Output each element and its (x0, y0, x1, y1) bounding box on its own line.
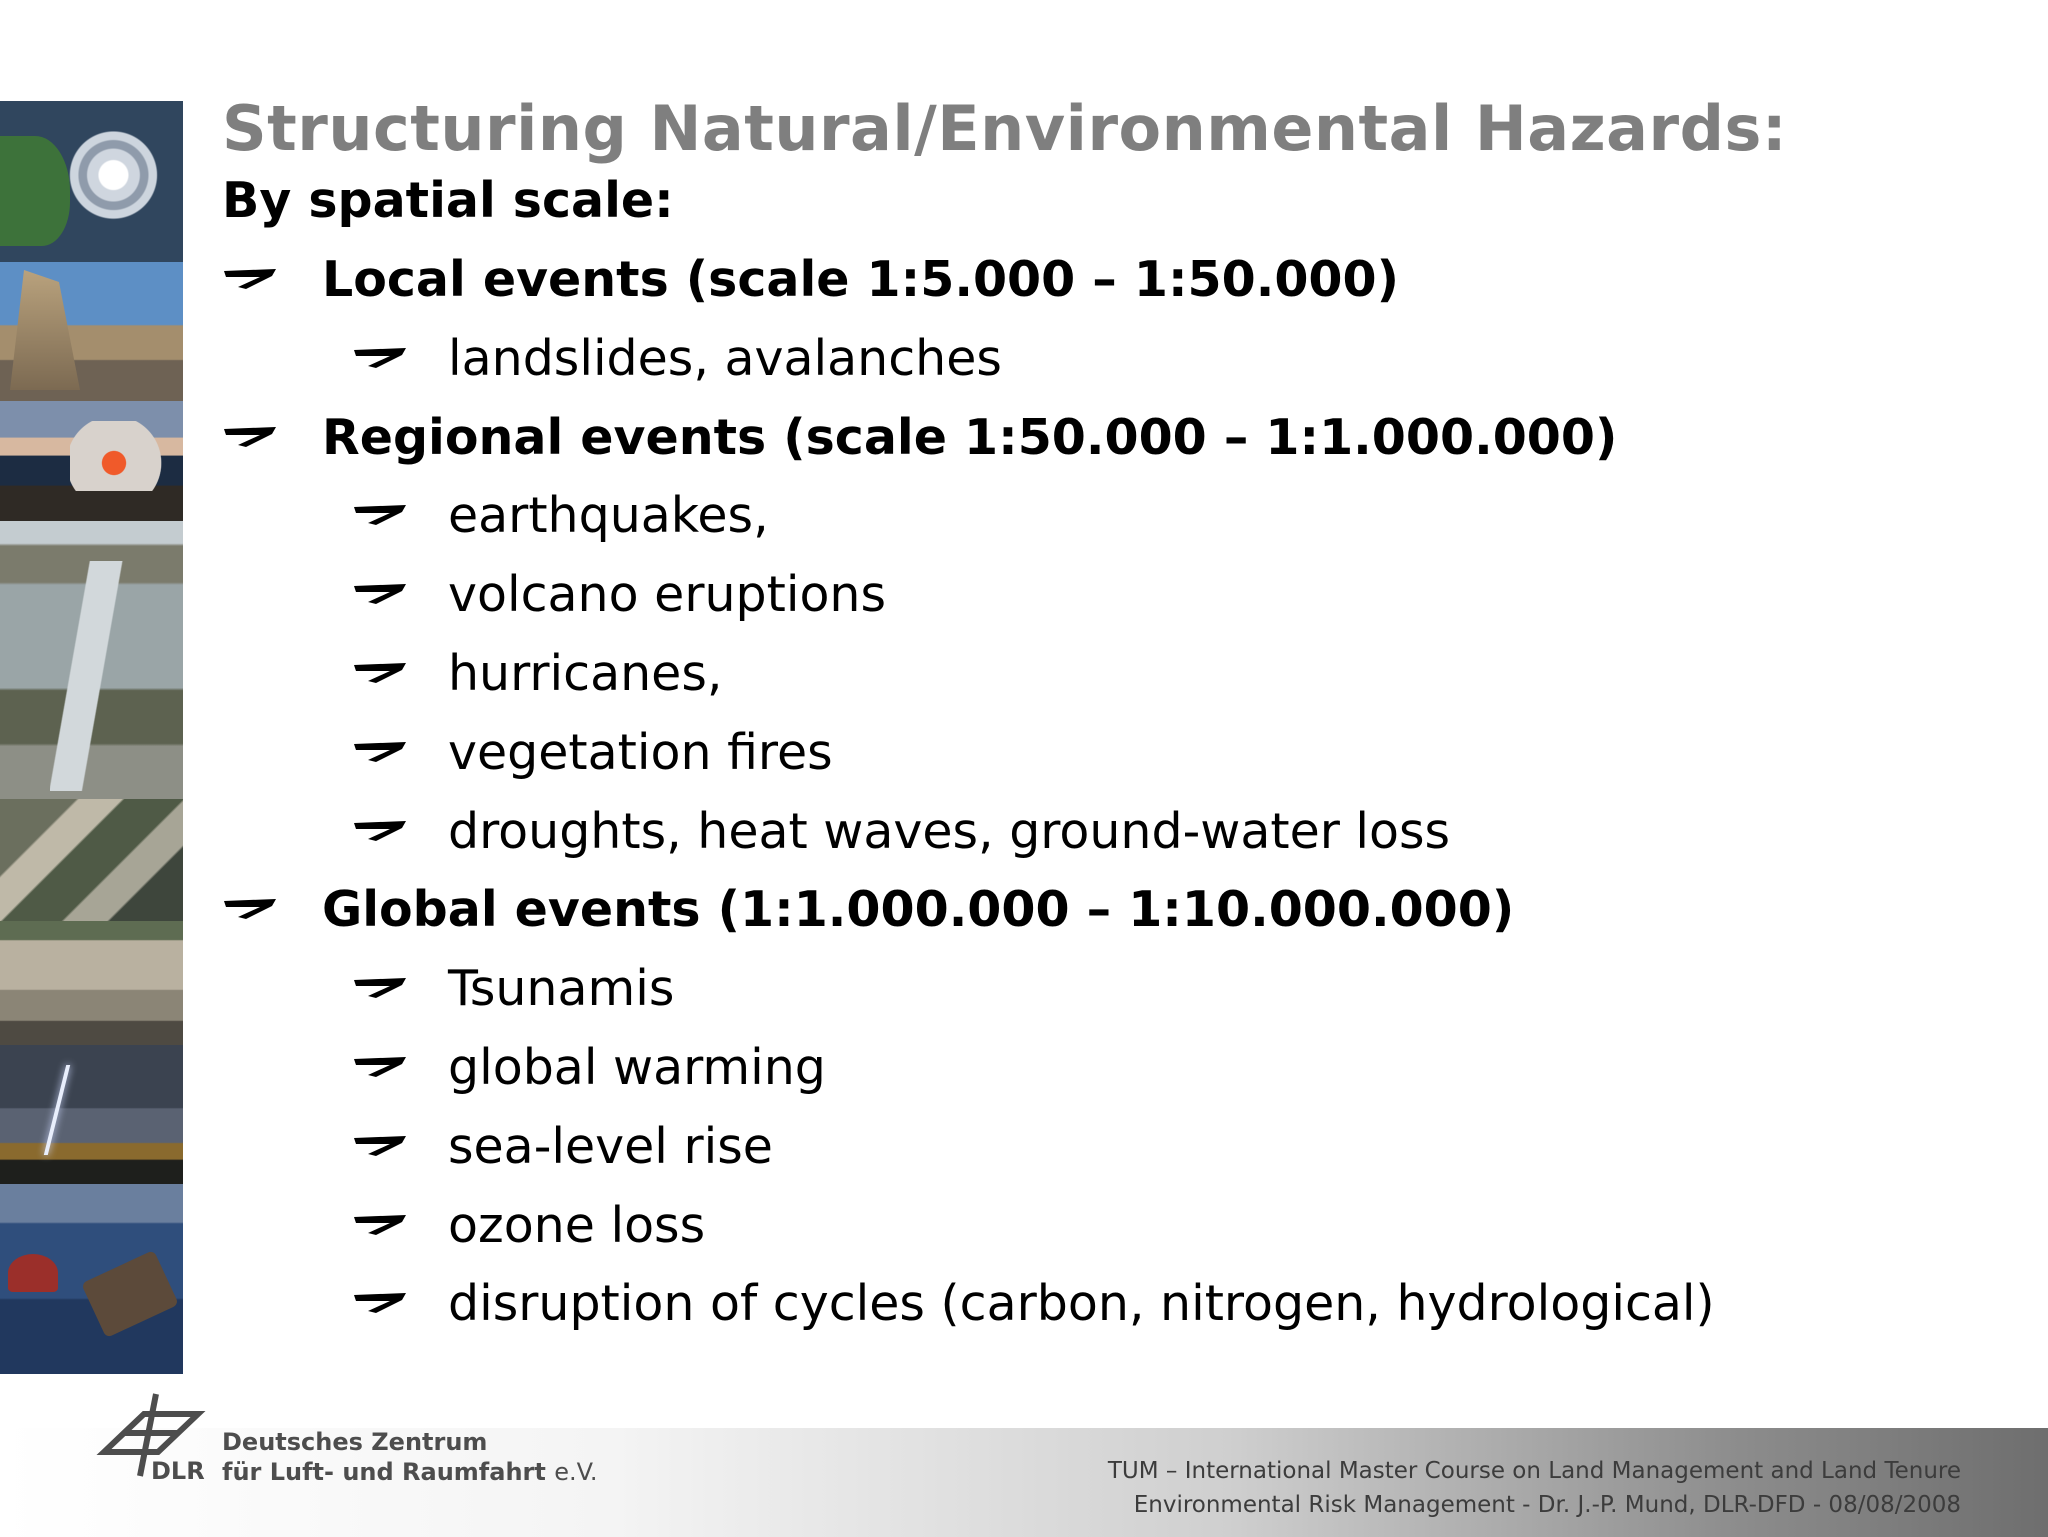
arrow-bullet-icon (352, 1134, 408, 1158)
bullet-text: ozone loss (448, 1196, 706, 1254)
volcano-eruption-photo (0, 401, 183, 521)
slide-title: Structuring Natural/Environmental Hazards: (222, 92, 1788, 165)
flood-photo (0, 521, 183, 799)
bullet-text: sea-level rise (448, 1117, 773, 1175)
arrow-bullet-icon (222, 267, 278, 291)
earthquake-ruins-photo (0, 262, 183, 401)
bullet-item-level2 (352, 797, 1450, 865)
flood-aftermath-photo (0, 921, 183, 1045)
lightning-storm-photo (0, 1045, 183, 1184)
arrow-bullet-icon (222, 425, 278, 449)
bullet-item-level2 (352, 954, 674, 1022)
sinking-ship-photo (0, 1184, 183, 1374)
arrow-bullet-icon (352, 1055, 408, 1079)
landslide-photo (0, 799, 183, 921)
bullet-text: Tsunamis (448, 959, 675, 1017)
bullet-text: Regional events (scale 1:50.000 – 1:1.000.000) (322, 408, 1618, 466)
organization-line-2-text: für Luft- und Raumfahrt (222, 1458, 546, 1486)
bullet-item-level2 (352, 1033, 826, 1101)
bullet-item-level2 (352, 324, 1002, 392)
arrow-bullet-icon (352, 661, 408, 685)
bullet-text: vegetation fires (448, 723, 833, 781)
footer-meta-line: Environmental Risk Management - Dr. J.-P. Mund, DLR-DFD - 08/08/2008 (1133, 1492, 1961, 1518)
arrow-bullet-icon (352, 819, 408, 843)
bullet-text: global warming (448, 1038, 826, 1096)
bullet-item-level1 (222, 403, 1617, 471)
organization-suffix: e.V. (554, 1458, 598, 1486)
arrow-bullet-icon (352, 503, 408, 527)
bullet-item-level2 (352, 1191, 705, 1259)
bullet-text: earthquakes, (448, 486, 769, 544)
slide-subtitle: By spatial scale: (222, 172, 674, 229)
organization-line-1: Deutsches Zentrum (222, 1428, 488, 1456)
bullet-item-level1 (222, 245, 1399, 313)
bullet-text: Global events (1:1.000.000 – 1:10.000.000) (322, 880, 1515, 938)
bullet-item-level2 (352, 1269, 1715, 1337)
hurricane-satellite-photo (0, 101, 183, 262)
photo-strip (0, 101, 183, 1374)
bullet-item-level1 (222, 875, 1514, 943)
organization-line-2 (222, 1457, 598, 1487)
bullet-text: disruption of cycles (carbon, nitrogen, hydrological) (448, 1274, 1715, 1332)
bullet-text: hurricanes, (448, 644, 723, 702)
arrow-bullet-icon (352, 582, 408, 606)
arrow-bullet-icon (352, 1213, 408, 1237)
bullet-text: landslides, avalanches (448, 329, 1002, 387)
bullet-item-level2 (352, 481, 769, 549)
arrow-bullet-icon (352, 740, 408, 764)
bullet-text: Local events (scale 1:5.000 – 1:50.000) (322, 250, 1400, 308)
arrow-bullet-icon (352, 976, 408, 1000)
footer-course-line: TUM – International Master Course on Land Management and Land Tenure (1107, 1458, 1961, 1484)
logo-abbreviation: DLR (151, 1457, 205, 1485)
bullet-item-level2 (352, 718, 833, 786)
bullet-item-level2 (352, 560, 886, 628)
organization-name (222, 1427, 598, 1487)
bullet-item-level2 (352, 1112, 773, 1180)
footer-info (1108, 1454, 1961, 1522)
arrow-bullet-icon (352, 346, 408, 370)
arrow-bullet-icon (352, 1291, 408, 1315)
bullet-item-level2 (352, 639, 722, 707)
bullet-text: volcano eruptions (448, 565, 887, 623)
arrow-bullet-icon (222, 897, 278, 921)
bullet-text: droughts, heat waves, ground-water loss (448, 802, 1451, 860)
